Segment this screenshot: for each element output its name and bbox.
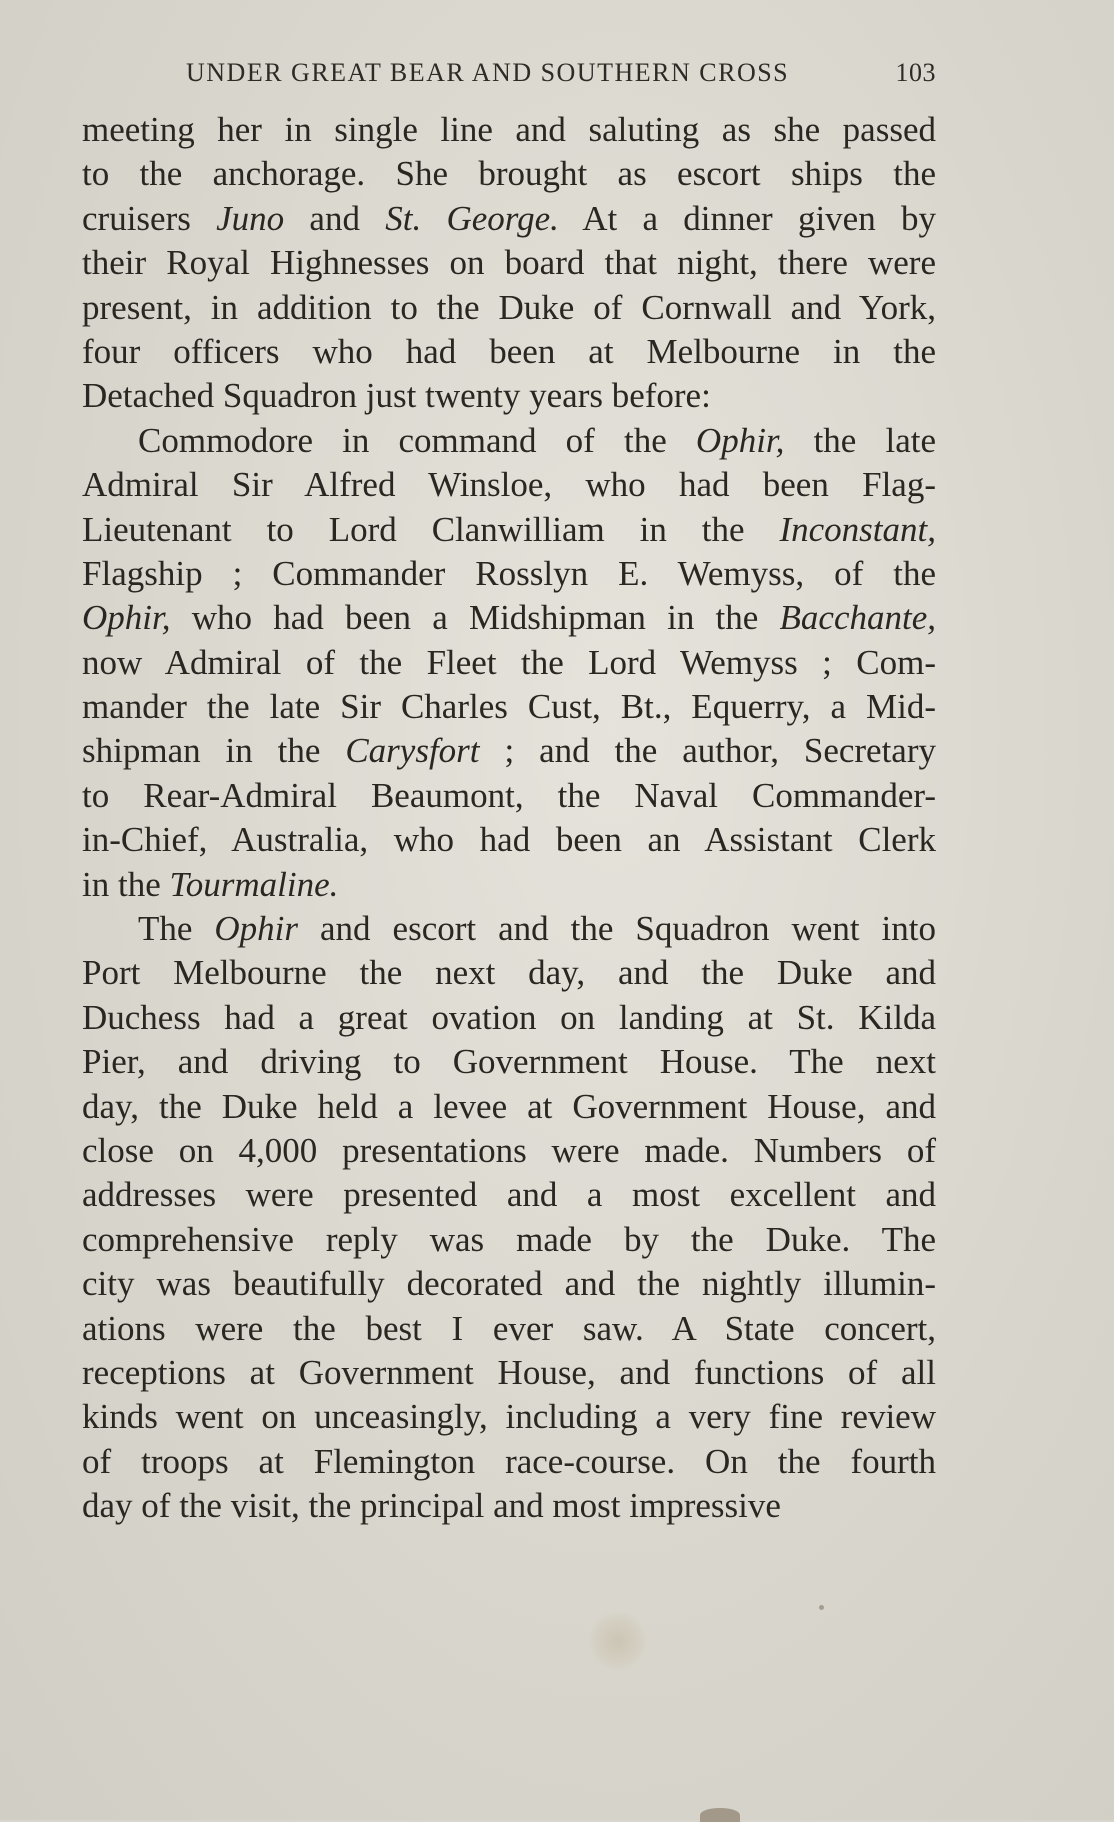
text-line [82,863,936,907]
italic-text: Ophir [214,909,299,949]
text-run: Flagship ; Commander Rosslyn E. Wemyss, of the [82,553,936,593]
text-line [82,1262,936,1306]
text-line [82,1307,936,1351]
text-line [82,996,936,1040]
text-run: addresses were presented and a most excellent and [82,1175,936,1215]
text-run: shipman in the [82,731,346,771]
text-run: Admiral Sir Alfred Winsloe, who had been Flag- [82,465,936,505]
text-line [82,108,936,152]
text-run: and [284,198,386,238]
text-line [82,463,936,507]
italic-text: Tourmaline. [169,864,339,904]
text-run: Lieutenant to Lord Clanwilliam in the [82,509,780,549]
text-line [82,1440,936,1484]
paper-speck [819,1605,824,1610]
text-line [82,552,936,596]
text-run: At a dinner given by [558,198,936,238]
text-line [82,1173,936,1217]
paragraph [82,907,936,1528]
text-run: receptions at Government House, and functions of all [82,1352,936,1392]
body-text [82,108,936,1529]
text-run: Pier, and driving to Government House. The next [82,1042,936,1082]
text-run: Commodore in command of the [138,420,696,460]
text-run: four officers who had been at Melbourne in the [82,331,936,371]
text-line [82,1129,936,1173]
running-head [186,58,936,94]
text-run: day of the visit, the principal and most impressive [82,1486,781,1526]
italic-text: Inconstant, [779,509,936,549]
text-line [82,241,936,285]
text-run: Detached Squadron just twenty years before: [82,376,711,416]
italic-text: Bacchante, [779,598,936,638]
text-run: Port Melbourne the next day, and the Duke and [82,953,936,993]
text-run: to the anchorage. She brought as escort ships the [82,154,936,194]
text-line [82,1484,936,1528]
text-run: in-Chief, Australia, who had been an Assistant Clerk [82,820,936,860]
text-line [82,508,936,552]
text-run: of troops at Flemington race-course. On the fourth [82,1441,936,1481]
text-run: city was beautifully decorated and the nightly illumin- [82,1264,936,1304]
text-run: close on 4,000 presentations were made. Numbers of [82,1130,936,1170]
text-run: kinds went on unceasingly, including a very fine review [82,1397,936,1437]
italic-text: Ophir, [695,420,785,460]
text-line [82,1351,936,1395]
text-line [82,197,936,241]
text-run: meeting her in single line and saluting as she passed [82,110,936,149]
italic-text: St. George. [385,198,559,238]
paper-stain [590,1612,646,1670]
text-run: their Royal Highnesses on board that night, there were [82,243,936,283]
text-line [82,1085,936,1129]
text-run: ations were the best I ever saw. A State concert, [82,1308,936,1348]
text-line [82,818,936,862]
text-run: who had been a Midshipman in the [170,598,780,638]
text-line [82,596,936,640]
text-line [82,374,936,418]
text-run: mander the late Sir Charles Cust, Bt., Equerry, a Mid- [82,687,936,727]
text-run: comprehensive reply was made by the Duke. The [82,1219,936,1259]
text-run: and escort and the Squadron went into [298,909,936,949]
text-line [82,152,936,196]
text-line [82,685,936,729]
text-run: present, in addition to the Duke of Cornwall and York, [82,287,936,327]
text-line [82,641,936,685]
text-line [82,419,936,463]
paragraph [82,419,936,907]
text-line [82,1218,936,1262]
text-run: now Admiral of the Fleet the Lord Wemyss ; Com- [82,642,936,682]
text-run: ; and the author, Secretary [479,731,937,771]
text-line [82,330,936,374]
text-run: The [138,909,215,949]
text-line [82,1395,936,1439]
page-number: 103 [895,58,936,87]
text-run: in the [82,864,170,904]
running-title: UNDER GREAT BEAR AND SOUTHERN CROSS [186,58,790,87]
paragraph [82,108,936,419]
text-line [82,729,936,773]
italic-text: Carysfort [345,731,480,771]
italic-text: Ophir, [82,598,171,638]
text-run: to Rear-Admiral Beaumont, the Naval Commander- [82,775,936,815]
text-run: day, the Duke held a levee at Government House, and [82,1086,936,1126]
text-line [82,951,936,995]
text-line [82,286,936,330]
text-line [82,774,936,818]
italic-text: Juno [216,198,285,238]
text-run: cruisers [82,198,217,238]
text-line [82,907,936,951]
text-line [82,1040,936,1084]
text-run: Duchess had a great ovation on landing at St. Kilda [82,997,936,1037]
text-run: the late [784,420,937,460]
